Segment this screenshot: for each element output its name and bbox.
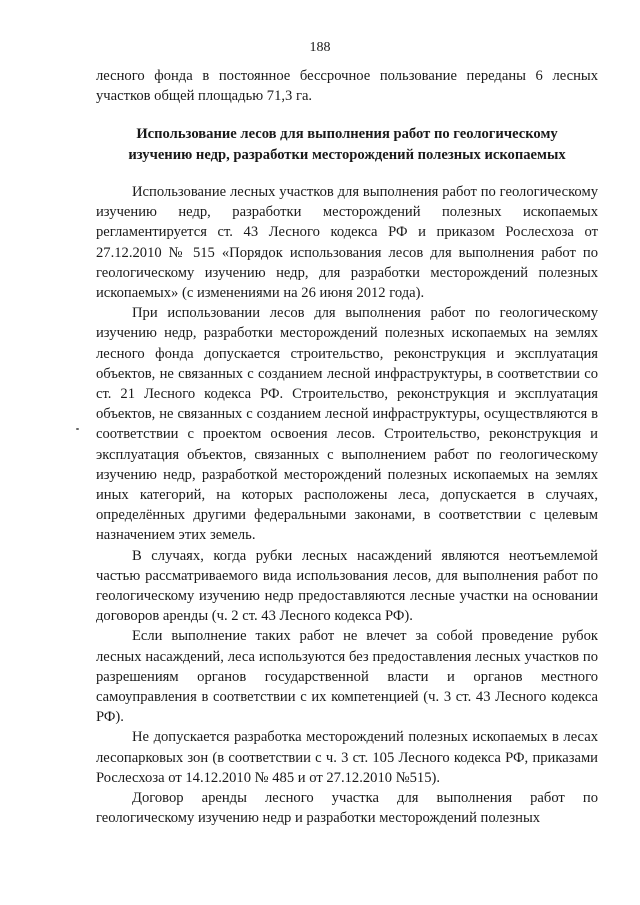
body-text: [96, 182, 598, 829]
paragraph: При использовании лесов для выполнения работ по геологическому изучению недр, разработки месторождений полезных ископаемых на землях лесного фонда допускается строительство, реконструкция и эксплуатация объектов, не связанных с созданием лесной инфраструктуры, в соответствии со ст. 21 Лесного кодекса РФ. Строительство, реконструкция и эксплуатация объектов, не связанных с созданием лесной инфраструктуры, осуществляются в соответствии с проектом освоения лесов. Строительство, реконструкция и эксплуатация объектов, связанных с выполнением работ по геологическому изучению недр, разработкой месторождений полезных ископаемых на землях иных категорий, на которых расположены леса, допускается в случаях, определённых другими федеральными законами, в соответствии с целевым назначением этих земель.: [96, 305, 598, 544]
paragraph: Использование лесных участков для выполнения работ по геологическому изучению недр, разработки месторождений полезных ископаемых регламентируется ст. 43 Лесного кодекса РФ и приказом Рослесхоза от 27.12.2010 № 515 «Порядок использования лесов для выполнения работ по геологическому изучению недр, для разработки месторождений полезных ископаемых» (с изменениями на 26 июня 2012 года).: [96, 184, 598, 302]
scan-speck: [76, 428, 79, 430]
paragraph: Договор аренды лесного участка для выполнения работ по геологическому изучению недр и разработки месторождений полезных: [96, 790, 598, 827]
section-heading-line-1: Использование лесов для выполнения работ по геологическому: [136, 126, 558, 142]
page-number: 188: [309, 40, 331, 55]
continuation-paragraph: [96, 66, 598, 106]
section-heading-line-2: изучению недр, разработки месторождений полезных ископаемых: [128, 146, 566, 163]
section-heading: [96, 124, 598, 165]
paragraph: Не допускается разработка месторождений полезных ископаемых в лесах лесопарковых зон (в соответствии с ч. 3 ст. 105 Лесного кодекса РФ, приказами Рослесхоза от 14.12.2010 № 485 и от 27.12.2010 №515).: [96, 729, 598, 786]
paragraph: Если выполнение таких работ не влечет за собой проведение рубок лесных насаждений, леса используются без предоставления лесных участков по разрешениям органов государственной власти и органов местного самоуправления в соответствии с их компетенцией (ч. 3 ст. 43 Лесного кодекса РФ).: [96, 628, 598, 726]
continuation-text: лесного фонда в постоянное бессрочное пользование переданы 6 лесных участков общей площадью 71,3 га.: [96, 68, 598, 105]
paragraph: В случаях, когда рубки лесных насаждений являются неотъемлемой частью рассматриваемого вида использования лесов, для выполнения работ по геологическому изучению недр предоставляются лесные участки на основании договоров аренды (ч. 2 ст. 43 Лесного кодекса РФ).: [96, 547, 598, 625]
